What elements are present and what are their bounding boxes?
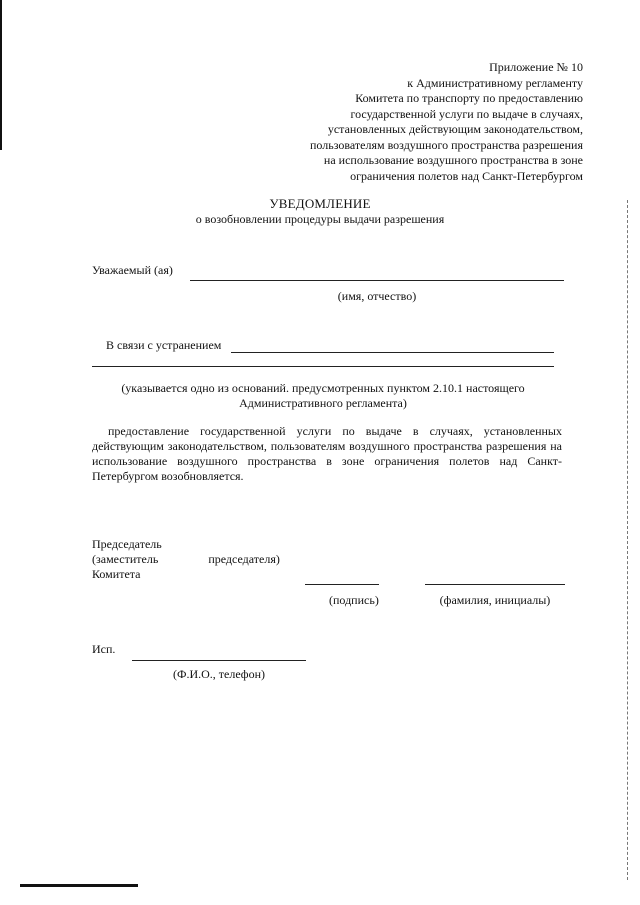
scan-edge-right [626, 200, 628, 880]
signature-field[interactable] [305, 584, 379, 585]
appendix-line: к Административному регламенту [407, 75, 583, 90]
signatory-line2b: председателя) [208, 552, 280, 566]
executor-hint: (Ф.И.О., телефон) [172, 667, 266, 681]
reason-hint [92, 381, 554, 411]
reason-field-line1[interactable] [231, 352, 554, 353]
appendix-line: на использование воздушного пространства в зоне [323, 153, 583, 167]
greeting-name-field[interactable] [190, 280, 564, 281]
greeting-label: Уважаемый (ая) [92, 263, 173, 277]
appendix-header [253, 60, 583, 184]
reason-field-line2[interactable] [92, 366, 554, 367]
executor-field[interactable] [132, 660, 306, 661]
signature-hint: (подпись) [329, 593, 379, 607]
appendix-line: установленных действующим законодательством, [327, 122, 583, 136]
executor-label: Исп. [92, 642, 116, 656]
signatory-line3: Комитета [92, 567, 141, 581]
notification-body: предоставление государственной услуги по выдаче в случаях, установленных действующим законодательством, пользователям воздушного пространства разрешения на использование воздушного пространства в зоне ограничения полетов над Санкт-Петербургом возобновляется. [92, 424, 562, 483]
reason-label: В связи с устранением [106, 338, 222, 352]
signatory-line2a: (заместитель [92, 552, 159, 566]
scan-bottom-bar [20, 884, 138, 887]
appendix-line: пользователям воздушного пространства разрешения [310, 137, 583, 152]
signatory-block [92, 537, 280, 582]
scan-edge-left [0, 0, 2, 150]
name-initials-field[interactable] [425, 584, 565, 585]
appendix-line: государственной услуги по выдаче в случаях, [350, 106, 583, 121]
name-initials-hint: (фамилия, инициалы) [439, 593, 551, 607]
appendix-line: Приложение № 10 [489, 60, 583, 74]
greeting-hint: (имя, отчество) [337, 289, 417, 303]
reason-hint-line1: (указывается одно из оснований. предусмотренных пунктом 2.10.1 настоящего [121, 381, 525, 395]
document-title: УВЕДОМЛЕНИЕ [269, 196, 371, 211]
signatory-line2 [92, 552, 280, 567]
reason-hint-line2: Административного регламента) [239, 396, 407, 410]
document-subtitle: о возобновлении процедуры выдачи разрешения [195, 212, 445, 226]
appendix-line: Комитета по транспорту по предоставлению [355, 91, 583, 105]
appendix-line: ограничения полетов над Санкт-Петербургом [350, 168, 583, 183]
signatory-line1: Председатель [92, 537, 162, 551]
